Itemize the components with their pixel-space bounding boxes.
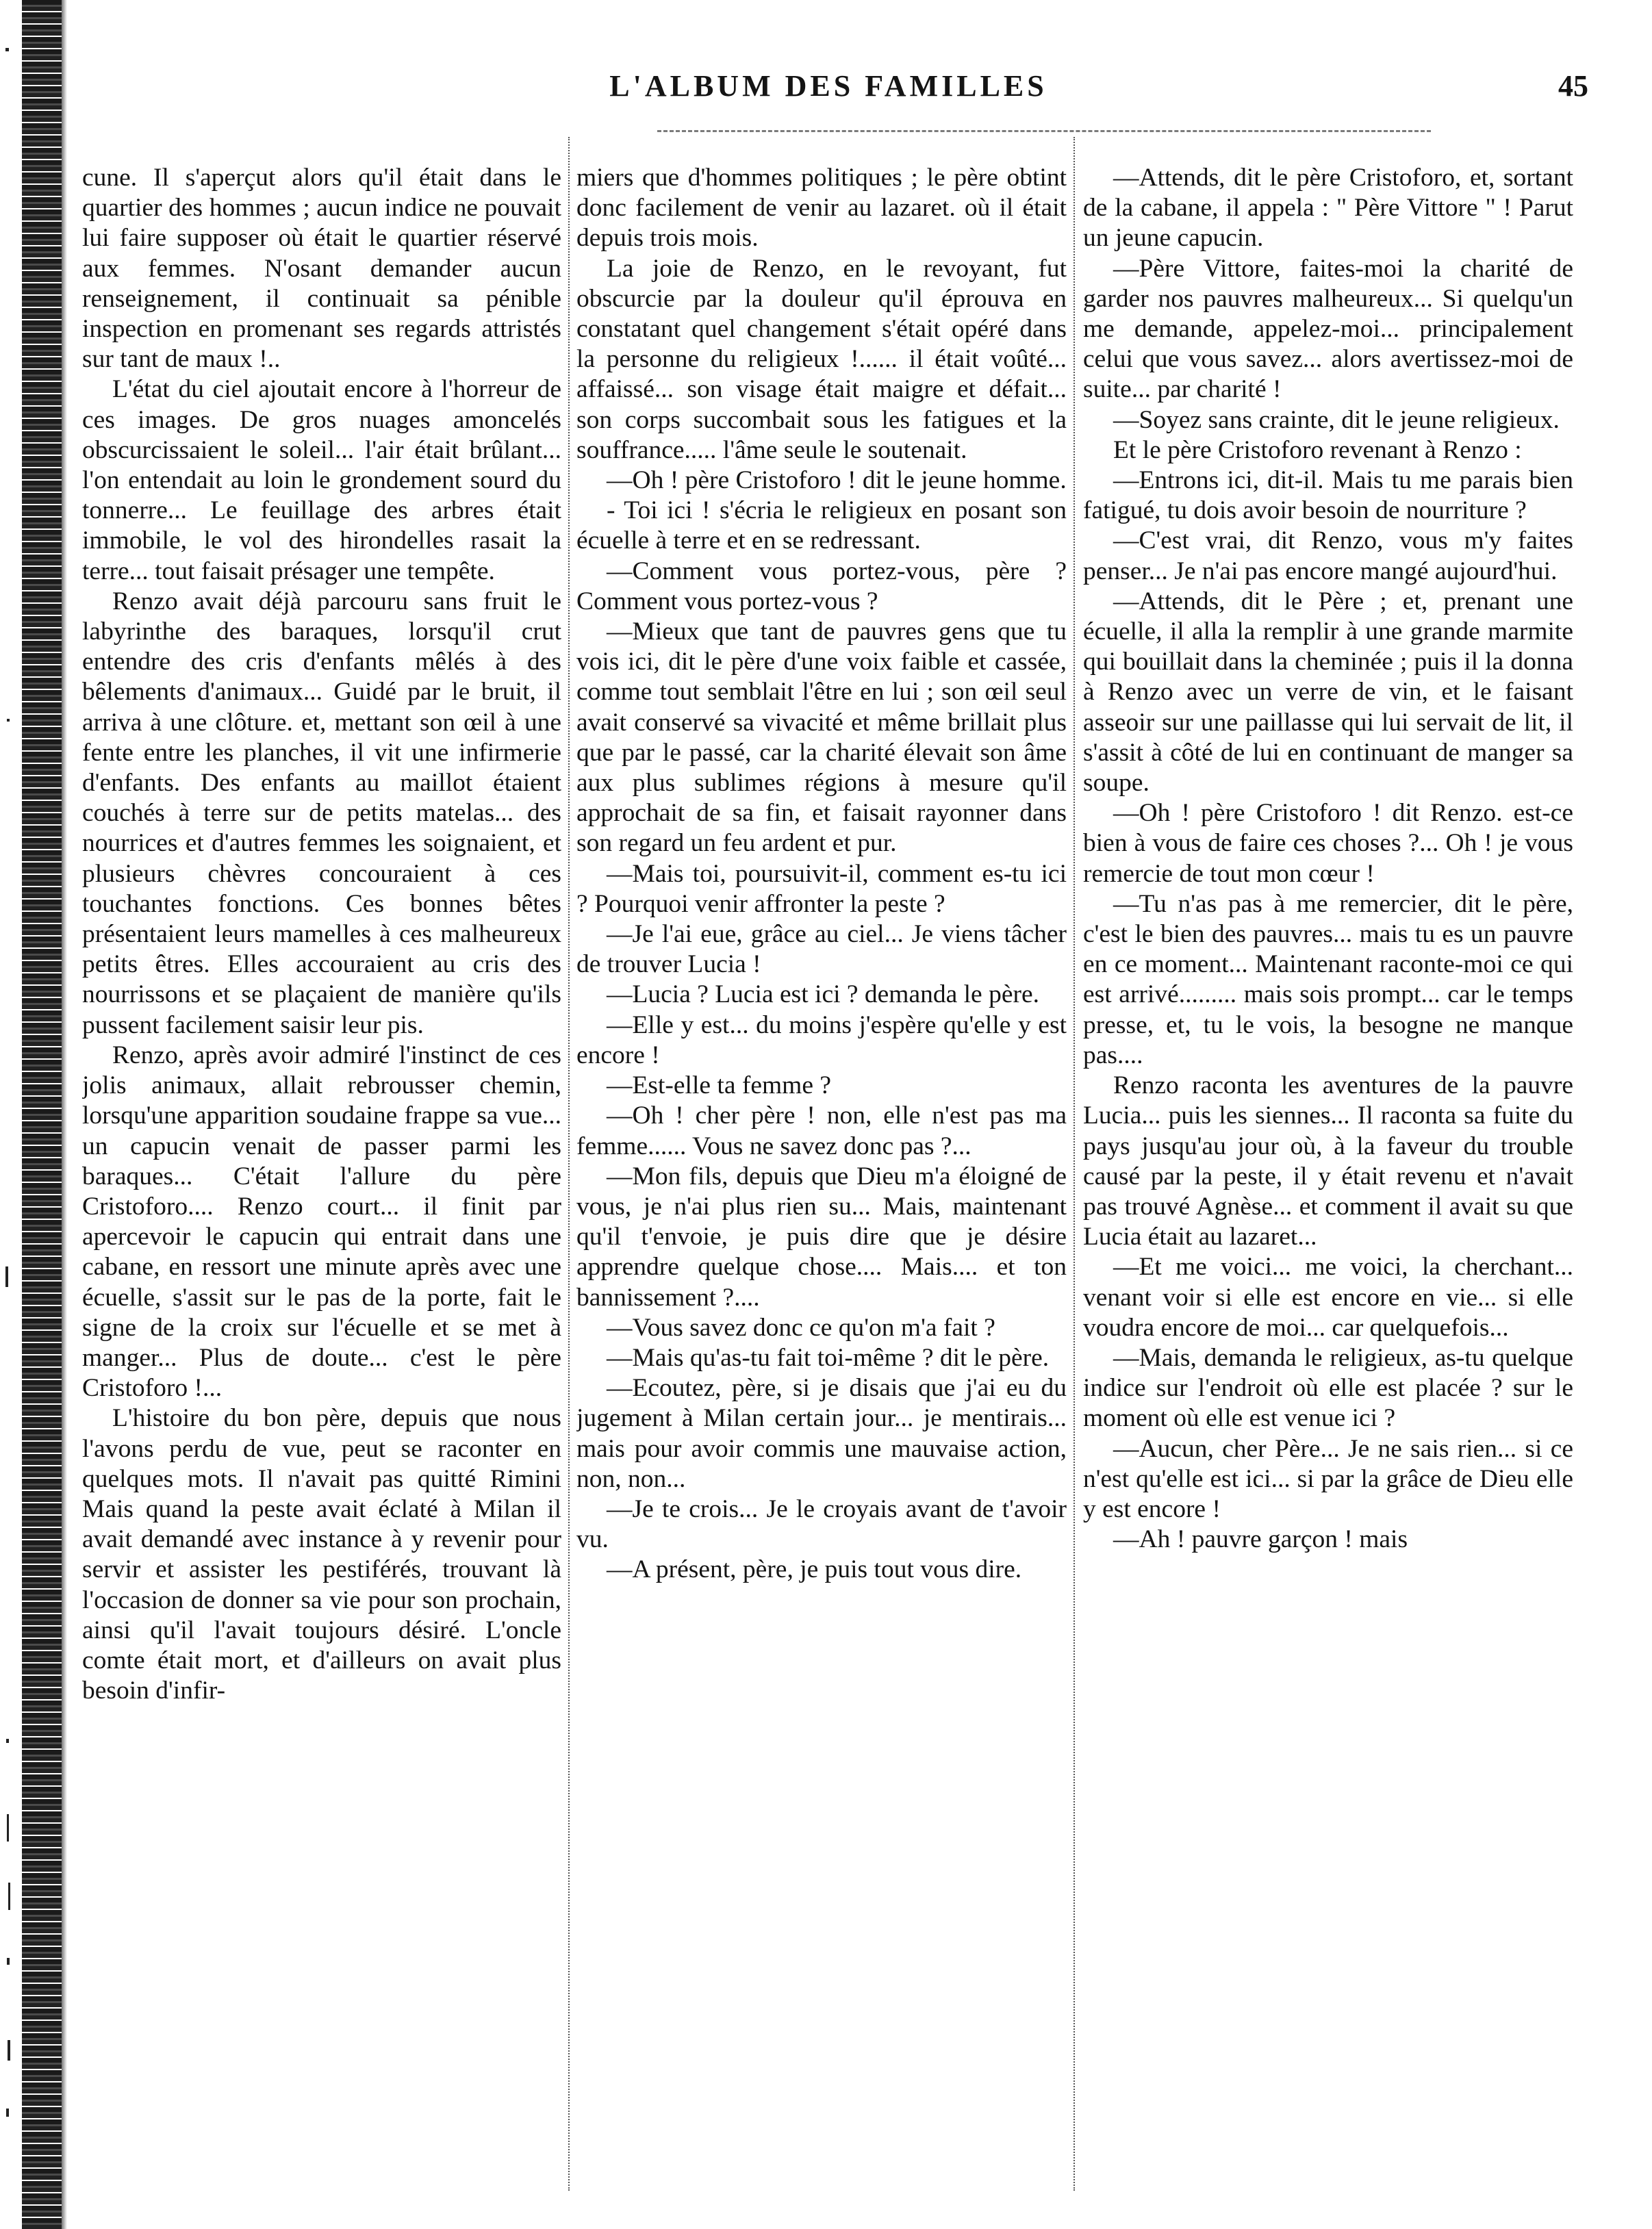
paragraph: —Tu n'as pas à me remercier, dit le père, c'est le bien des pauvres... mais tu es un pauvre en ce moment... Maintenant raconte-moi ce qui est arrivé......... mais sois prompt... car le temps presse, et, tu le vois, la besogne ne manque pas.... <box>1083 889 1573 1069</box>
paragraph: —Je l'ai eue, grâce au ciel... Je viens tâcher de trouver Lucia ! <box>576 920 1067 979</box>
paragraph: —Ah ! pauvre garçon ! mais <box>1113 1525 1408 1554</box>
column-divider-2 <box>1073 137 1075 2191</box>
text-column-1 <box>82 163 561 2189</box>
paragraph: cune. Il s'aperçut alors qu'il était dans le quartier des hommes ; aucun indice ne pouvait lui faire supposer où était le quartier réservé aux femmes. N'osant demander aucun renseignement, il continuait sa pénible inspection en promenant ses regards attristés sur tant de maux !.. <box>82 164 561 374</box>
running-title: L'ALBUM DES FAMILLES <box>609 69 1047 103</box>
paragraph: —Soyez sans crainte, dit le jeune religieux. <box>1113 405 1560 434</box>
paragraph: —Je te crois... Je le croyais avant de t'avoir vu. <box>576 1494 1067 1554</box>
paragraph: Renzo avait déjà parcouru sans fruit le labyrinthe des baraques, lorsqu'il crut entendre des cris d'enfants mêlés à des bêlements d'animaux... Guidé par le bruit, il arriva à une clôture. et, mettant son œil à une fente entre les planches, il vit une infirmerie d'enfants. Des enfants au maillot étaient couchés à terre sur de petits matelas... des nourrices et d'autres femmes les soignaient, et plusieurs chèvres concouraient à ces touchantes fonctions. Ces bonnes bêtes présentaient leurs mamelles à ces malheureux petits êtres. Elles accouraient au cris des nourrissons et se plaçaient de manière qu'ils pussent facilement saisir leur pis. <box>82 587 561 1039</box>
text-column-2 <box>576 163 1067 2189</box>
binding-shadow <box>62 0 67 2229</box>
paragraph: La joie de Renzo, en le revoyant, fut obscurcie par la douleur qu'il éprouva en constatant quel changement s'était opéré dans la personne du religieux !...... il était voûté... affaissé... son visage était maigre et défait... son corps succombait sous les fatigues et la souffrance..... l'âme seule le soutenait. <box>576 254 1067 464</box>
page-binding-edge <box>22 0 62 2229</box>
paragraph: —Mais qu'as-tu fait toi-même ? dit le père. <box>607 1343 1050 1372</box>
paragraph: —Vous savez donc ce qu'on m'a fait ? <box>607 1313 995 1342</box>
paragraph: Et le père Cristoforo revenant à Renzo : <box>1113 435 1522 464</box>
header-rule <box>657 130 1431 132</box>
paragraph: —Père Vittore, faites-moi la charité de garder nos pauvres malheureux... Si quelqu'un me demande, appelez-moi... principalement celui que vous savez... alors avertissez-moi de suite... par charité ! <box>1083 254 1573 404</box>
page-header <box>68 68 1588 116</box>
paragraph: —C'est vrai, dit Renzo, vous m'y faites penser... Je n'ai pas encore mangé aujourd'hui. <box>1083 526 1573 585</box>
paragraph: —Oh ! père Cristoforo ! dit Renzo. est-ce bien à vous de faire ces choses ?... Oh ! je vous remercie de tout mon cœur ! <box>1083 799 1573 888</box>
paragraph: —Mon fils, depuis que Dieu m'a éloigné de vous, je n'ai plus rien su... Mais, maintenant qu'il t'envoie, je puis dire que je désire apprendre quelque chose.... Mais.... et ton bannissement ?.... <box>576 1162 1067 1312</box>
paragraph: —Attends, dit le Père ; et, prenant une écuelle, il alla la remplir à une grande marmite qui bouillait dans la cheminée ; puis il la donna à Renzo avec un verre de vin, et le faisant asseoir sur une paillasse qui lui servait de lit, il s'assit à côté de lui en continuant de manger sa soupe. <box>1083 587 1573 798</box>
margin-specks <box>0 0 21 2229</box>
page-number: 45 <box>1558 69 1588 103</box>
paragraph: —Ecoutez, père, si je disais que j'ai eu du jugement à Milan certain jour... je mentirais... mais pour avoir commis une mauvaise action, non, non... <box>576 1374 1067 1493</box>
paragraph: Renzo, après avoir admiré l'instinct de ces jolis animaux, allait rebrousser chemin, lorsqu'une apparition soudaine frappe sa vue... un capucin venait de passer parmi les baraques... C'était l'allure du père Cristoforo.... Renzo court... il finit par apercevoir le capucin qui entrait dans une cabane, en ressort une minute après avec une écuelle, s'assit sur le pas de la porte, fait le signe de la croix sur l'écuelle et se met à manger... Plus de doute... c'est le père Cristoforo !... <box>82 1041 561 1403</box>
column-divider-1 <box>568 137 570 2191</box>
paragraph: —Oh ! cher père ! non, elle n'est pas ma femme...... Vous ne savez donc pas ?... <box>576 1101 1067 1160</box>
paragraph: L'état du ciel ajoutait encore à l'horreur de ces images. De gros nuages amoncelés obscurcissaient le soleil... l'air était brûlant... l'on entendait au loin le grondement sourd du tonnerre... Le feuillage des arbres était immobile, le vol des hirondelles rasait la terre... tout faisait présager une tempête. <box>82 375 561 585</box>
paragraph: —Attends, dit le père Cristoforo, et, sortant de la cabane, il appela : " Père Vittore " ! Parut un jeune capucin. <box>1083 164 1573 253</box>
paragraph: —Et me voici... me voici, la cherchant... venant voir si elle est encore en vie... si elle voudra encore de moi... car quelquefois... <box>1083 1253 1573 1342</box>
paragraph: miers que d'hommes politiques ; le père obtint donc facilement de venir au lazaret. où il était depuis trois mois. <box>576 164 1067 253</box>
paragraph: —Comment vous portez-vous, père ? Comment vous portez-vous ? <box>576 557 1067 615</box>
paragraph: —Oh ! père Cristoforo ! dit le jeune homme. <box>607 466 1067 495</box>
paragraph: —Entrons ici, dit-il. Mais tu me parais bien fatigué, tu dois avoir besoin de nourriture ? <box>1083 466 1573 525</box>
paragraph: —Elle y est... du moins j'espère qu'elle y est encore ! <box>576 1010 1067 1069</box>
paragraph: —Mais, demanda le religieux, as-tu quelque indice sur l'endroit où elle est placée ? sur le moment où elle est venue ici ? <box>1083 1343 1573 1433</box>
paragraph: Renzo raconta les aventures de la pauvre Lucia... puis les siennes... Il raconta sa fuite du pays jusqu'au jour où, à la faveur du trouble causé par la peste, il y était revenu et n'avait pas trouvé Agnèse... et comment il avait su que Lucia était au lazaret... <box>1083 1071 1573 1251</box>
paragraph: —Aucun, cher Père... Je ne sais rien... si ce n'est qu'elle est ici... si par la grâce de Dieu elle y est encore ! <box>1083 1434 1573 1523</box>
paragraph: —Lucia ? Lucia est ici ? demanda le père. <box>607 980 1039 1009</box>
text-column-3 <box>1083 163 1573 2189</box>
paragraph: —A présent, père, je puis tout vous dire. <box>607 1555 1022 1584</box>
paragraph: —Mais toi, poursuivit-il, comment es-tu ici ? Pourquoi venir affronter la peste ? <box>576 859 1067 918</box>
paragraph: L'histoire du bon père, depuis que nous l'avons perdu de vue, peut se raconter en quelques mots. Il n'avait pas quitté Rimini Mais quand la peste avait éclaté à Milan il avait demandé avec instance à y revenir pour servir et assister les pestiférés, trouvant là l'occasion de donner sa vie pour son prochain, ainsi qu'il l'avait toujours désiré. L'oncle comte était mort, et d'ailleurs on avait plus besoin d'infir- <box>82 1404 561 1705</box>
paragraph: —Mieux que tant de pauvres gens que tu vois ici, dit le père d'une voix faible et cassée, comme tout semblait l'être en lui ; son œil seul avait conservé sa vivacité et même brillait plus que par le passé, car la charité élevait son âme aux plus sublimes régions à mesure qu'il approchait de sa fin, et faisait rayonner dans son regard un feu ardent et pur. <box>576 617 1067 858</box>
paragraph: —Est-elle ta femme ? <box>607 1071 831 1100</box>
paragraph: - Toi ici ! s'écria le religieux en posant son écuelle à terre et en se redressant. <box>576 496 1067 555</box>
